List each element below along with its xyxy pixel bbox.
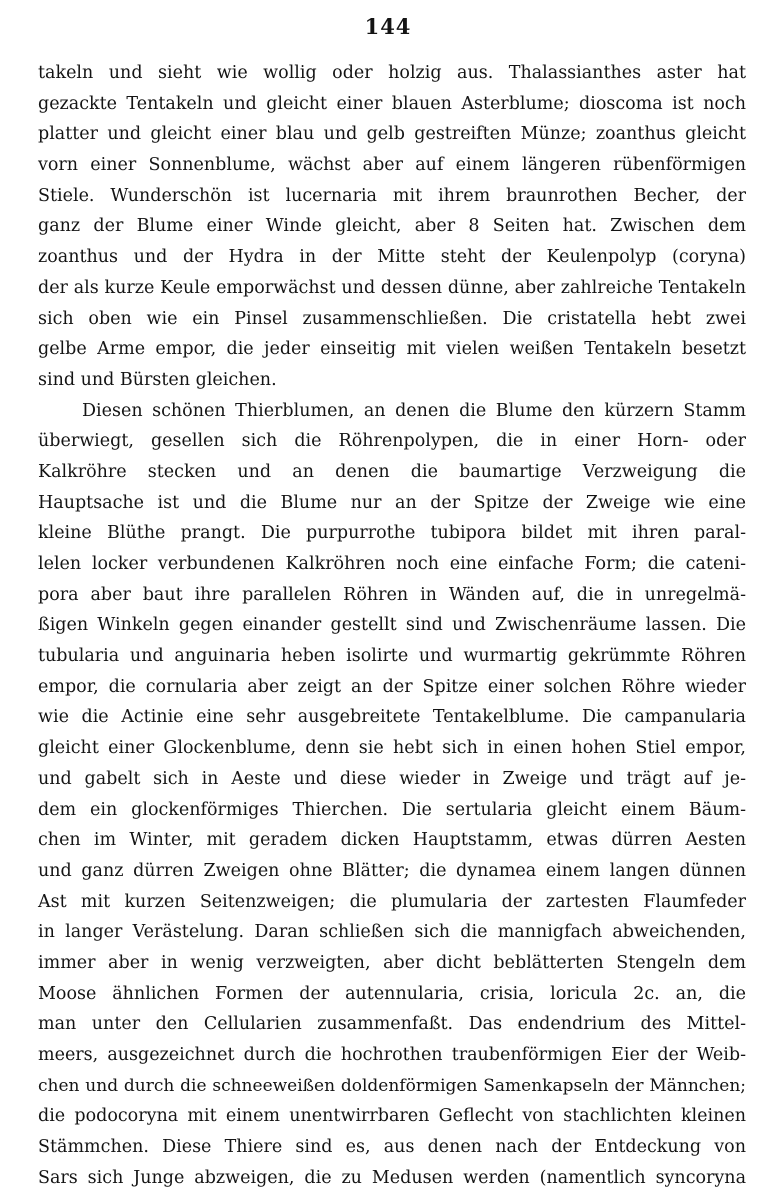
text-line: ganz der Blume einer Winde gleicht, aber 8 Seiten hat. Zwischen dem xyxy=(38,216,746,237)
text-line: der als kurze Keule emporwächst und dessen dünne, aber zahlreiche Tentakeln xyxy=(38,277,746,298)
text-line: und ganz dürren Zweigen ohne Blätter; die dynamea einem langen dünnen xyxy=(38,860,746,881)
text-line: takeln und sieht wie wollig oder holzig aus. Thalassianthes aster hat xyxy=(38,63,746,83)
paragraph-start-line: Diesen schönen Thierblumen, an denen die Blume den kürzern Stamm xyxy=(82,400,746,421)
text-line: gleicht einer Glockenblume, denn sie hebt sich in einen hohen Stiel empor, xyxy=(38,738,746,759)
body-text xyxy=(38,58,746,1193)
text-line: gezackte Tentakeln und gleicht einer blauen Asterblume; dioscoma ist noch xyxy=(38,93,746,114)
paragraph-end-line: sind und Bürsten gleichen. xyxy=(38,369,277,390)
text-line: wie die Actinie eine sehr ausgebreitete Tentakelblume. Die campanularia xyxy=(38,707,746,728)
text-line: tubularia und anguinaria heben isolirte und wurmartig gekrümmte Röhren xyxy=(38,646,746,667)
text-line: überwiegt, gesellen sich die Röhrenpolypen, die in einer Horn- oder xyxy=(38,431,746,452)
text-line: sich oben wie ein Pinsel zusammenschließen. Die cristatella hebt zwei xyxy=(38,308,746,329)
text-line: Stiele. Wunderschön ist lucernaria mit ihrem braunrothen Becher, der xyxy=(38,185,746,206)
text-line: immer aber in wenig verzweigten, aber dicht beblätterten Stengeln dem xyxy=(38,952,746,973)
text-line: chen und durch die schneeweißen doldenförmigen Samenkapseln der Männchen; xyxy=(38,1075,746,1096)
text-line: Kalkröhre stecken und an denen die baumartige Verzweigung die xyxy=(38,461,746,482)
text-line: Hauptsache ist und die Blume nur an der Spitze der Zweige wie eine xyxy=(38,492,746,513)
text-line: Stämmchen. Diese Thiere sind es, aus denen nach der Entdeckung von xyxy=(38,1137,746,1158)
text-line: Ast mit kurzen Seitenzweigen; die plumularia der zartesten Flaumfeder xyxy=(38,891,746,912)
text-line: Moose ähnlichen Formen der autennularia, crisia, loricula 2c. an, die xyxy=(38,983,746,1004)
text-line: gelbe Arme empor, die jeder einseitig mit vielen weißen Tentakeln besetzt xyxy=(38,339,746,360)
text-line: empor, die cornularia aber zeigt an der Spitze einer solchen Röhre wieder xyxy=(38,676,746,697)
text-line: zoanthus und der Hydra in der Mitte steht der Keulenpolyp (coryna) xyxy=(38,247,746,268)
text-line: ßigen Winkeln gegen einander gestellt sind und Zwischenräume lassen. Die xyxy=(38,615,746,636)
text-line: meers, ausgezeichnet durch die hochrothen traubenförmigen Eier der Weib- xyxy=(38,1045,746,1065)
text-line: platter und gleicht einer blau und gelb gestreiften Münze; zoanthus gleicht xyxy=(38,124,746,145)
text-line: in langer Verästelung. Daran schließen sich die mannigfach abweichenden, xyxy=(38,922,746,943)
text-line: man unter den Cellularien zusammenfaßt. Das endendrium des Mittel- xyxy=(38,1014,746,1035)
text-line: vorn einer Sonnenblume, wächst aber auf einem längeren rübenförmigen xyxy=(38,155,746,176)
text-line: die podocoryna mit einem unentwirrbaren Geflecht von stachlichten kleinen xyxy=(38,1106,746,1127)
text-line: kleine Blüthe prangt. Die purpurrothe tubipora bildet mit ihren paral- xyxy=(38,523,746,544)
text-line: dem ein glockenförmiges Thierchen. Die sertularia gleicht einem Bäum- xyxy=(38,799,746,820)
text-line: und gabelt sich in Aeste und diese wieder in Zweige und trägt auf je- xyxy=(38,768,746,789)
text-line: pora aber baut ihre parallelen Röhren in Wänden auf, die in unregelmä- xyxy=(38,584,746,605)
text-line: Sars sich Junge abzweigen, die zu Medusen werden (namentlich syncoryna xyxy=(38,1167,746,1188)
text-line: chen im Winter, mit geradem dicken Hauptstamm, etwas dürren Aesten xyxy=(38,830,746,851)
page-number: 144 xyxy=(364,14,412,39)
text-line: lelen locker verbundenen Kalkröhren noch eine einfache Form; die cateni- xyxy=(38,554,746,574)
